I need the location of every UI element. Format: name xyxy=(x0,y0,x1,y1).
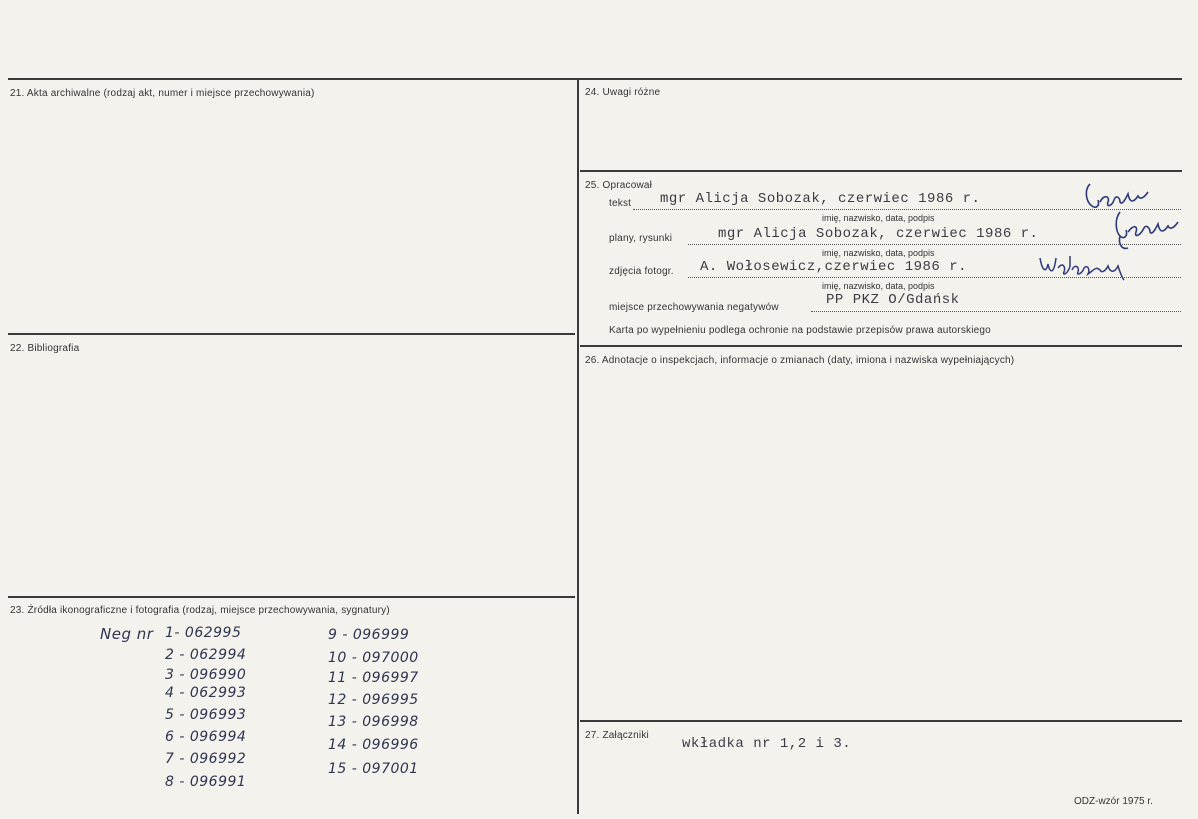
zdjecia-label: zdjęcia fotogr. xyxy=(609,266,674,277)
rule-22-23 xyxy=(8,596,575,598)
negative-item: 9 - 096999 xyxy=(328,627,410,643)
negative-item: 4 - 062993 xyxy=(165,685,247,701)
section-24-label: 24. Uwagi różne xyxy=(585,87,661,98)
section-27-label: 27. Załączniki xyxy=(585,730,649,741)
signature-zdjecia xyxy=(1036,252,1131,282)
section-26-label: 26. Adnotacje o inspekcjach, informacje o zmianach (daty, imiona i nazwiska wypełniających) xyxy=(585,355,1015,366)
negative-item: 10 - 097000 xyxy=(328,650,419,666)
top-rule xyxy=(8,78,1182,80)
section-23-label: 23. Źródła ikonograficzne i fotografia (rodzaj, miejsce przechowywania, sygnatury) xyxy=(10,605,390,616)
zdjecia-value: A. Wołosewicz,czerwiec 1986 r. xyxy=(700,259,968,275)
negative-item: 12 - 096995 xyxy=(328,692,419,708)
tekst-caption: imię, nazwisko, data, podpis xyxy=(822,213,935,223)
negative-item: 5 - 096993 xyxy=(165,707,247,723)
negative-item: 11 - 096997 xyxy=(328,670,419,686)
plany-value: mgr Alicja Sobozak, czerwiec 1986 r. xyxy=(718,226,1039,242)
negative-item: 13 - 096998 xyxy=(328,714,419,730)
zdjecia-caption: imię, nazwisko, data, podpis xyxy=(822,281,935,291)
section-22-label: 22. Bibliografia xyxy=(10,343,80,354)
miejsce-line xyxy=(811,311,1181,312)
signature-plany xyxy=(1108,208,1183,253)
rule-24-25 xyxy=(580,170,1182,172)
plany-caption: imię, nazwisko, data, podpis xyxy=(822,248,935,258)
negative-item: 7 - 096992 xyxy=(165,751,247,767)
center-divider xyxy=(577,78,579,814)
karta-note: Karta po wypełnieniu podlega ochronie na podstawie przepisów prawa autorskiego xyxy=(609,325,991,336)
tekst-label: tekst xyxy=(609,198,632,209)
rule-21-22 xyxy=(8,333,575,335)
plany-label: plany, rysunki xyxy=(609,233,673,244)
negative-item: 8 - 096991 xyxy=(165,774,247,790)
negative-item: 15 - 097001 xyxy=(328,761,419,777)
neg-prefix: Neg nr xyxy=(100,625,154,643)
section-27-value: wkładka nr 1,2 i 3. xyxy=(682,736,852,752)
negative-item: 1- 062995 xyxy=(165,625,242,641)
section-25-label: 25. Opracował xyxy=(585,180,653,191)
tekst-value: mgr Alicja Sobozak, czerwiec 1986 r. xyxy=(660,191,981,207)
form-number: ODZ-wzór 1975 r. xyxy=(1074,796,1153,807)
miejsce-label: miejsce przechowywania negatywów xyxy=(609,302,779,313)
negative-item: 14 - 096996 xyxy=(328,737,419,753)
rule-25-26 xyxy=(580,345,1182,347)
negative-item: 6 - 096994 xyxy=(165,729,247,745)
negative-item: 2 - 062994 xyxy=(165,647,247,663)
miejsce-value: PP PKZ O/Gdańsk xyxy=(826,292,960,308)
rule-26-27 xyxy=(580,720,1182,722)
negative-item: 3 - 096990 xyxy=(165,667,247,683)
section-21-label: 21. Akta archiwalne (rodzaj akt, numer i miejsce przechowywania) xyxy=(10,88,315,99)
